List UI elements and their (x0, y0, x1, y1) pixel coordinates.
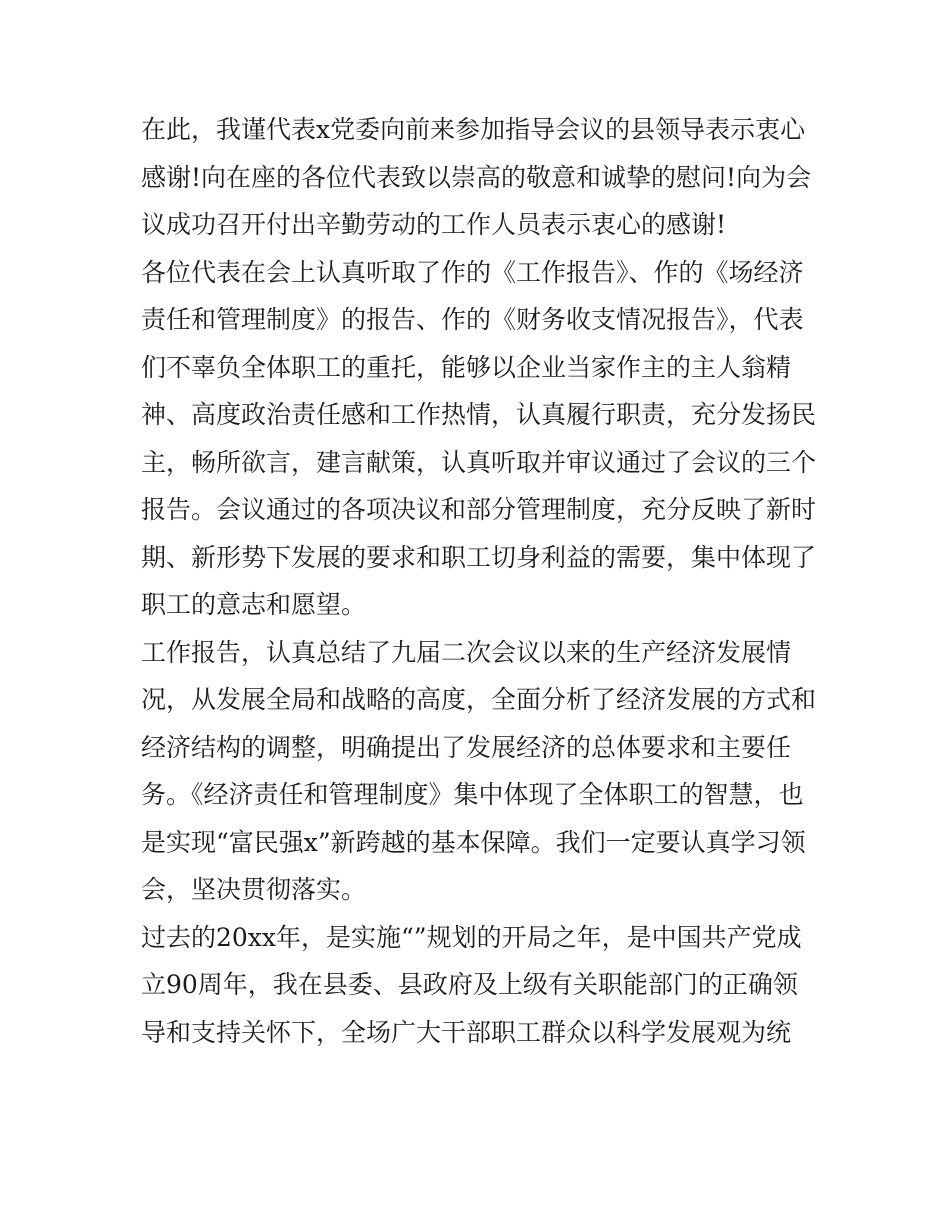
text-line: 神、高度政治责任感和工作热情，认真履行职责，充分发扬民 (141, 400, 817, 429)
text-line: 经济结构的调整，明确提出了发展经济的总体要求和主要任 (141, 732, 792, 762)
text-line: 况，从发展全局和战略的高度，全面分析了经济发展的方式和 (141, 685, 817, 714)
text-line: 会，坚决贯彻落实。 (141, 875, 367, 904)
text-line: 立90周年，我在县委、县政府及上级有关职能部门的正确领 (141, 970, 798, 999)
text-line: 过去的20xx年，是实施“”规划的开局之年，是中国共产党成 (141, 922, 802, 952)
text-line: 们不辜负全体职工的重托，能够以企业当家作主的主人翁精 (141, 352, 792, 382)
text-line: 在此，我谨代表x党委向前来参加指导会议的县领导表示衷心 (141, 115, 806, 144)
document-body (141, 106, 816, 1056)
text-line: 职工的意志和愿望。 (141, 590, 367, 619)
text-line: 责任和管理制度》的报告、作的《财务收支情况报告》，代表 (141, 305, 804, 334)
text-line: 务。《经济责任和管理制度》集中体现了全体职工的智慧，也 (141, 780, 804, 809)
text-line: 报告。会议通过的各项决议和部分管理制度，充分反映了新时 (141, 495, 817, 524)
text-line: 主，畅所欲言，建言献策，认真听取并审议通过了会议的三个 (141, 447, 817, 477)
text-line: 是实现“富民强x”新跨越的基本保障。我们一定要认真学习领 (141, 827, 806, 857)
text-line: 工作报告，认真总结了九届二次会议以来的生产经济发展情 (141, 637, 792, 667)
text-line: 议成功召开付出辛勤劳动的工作人员表示衷心的感谢! (141, 210, 727, 239)
text-line: 期、新形势下发展的要求和职工切身利益的需要，集中体现了 (141, 542, 817, 572)
text-line: 导和支持关怀下，全场广大干部职工群众以科学发展观为统 (141, 1017, 792, 1047)
text-line: 各位代表在会上认真听取了作的《工作报告》、作的《场经济 (141, 257, 804, 287)
text-line: 感谢!向在座的各位代表致以崇高的敬意和诚挚的慰问!向为会 (141, 162, 812, 192)
